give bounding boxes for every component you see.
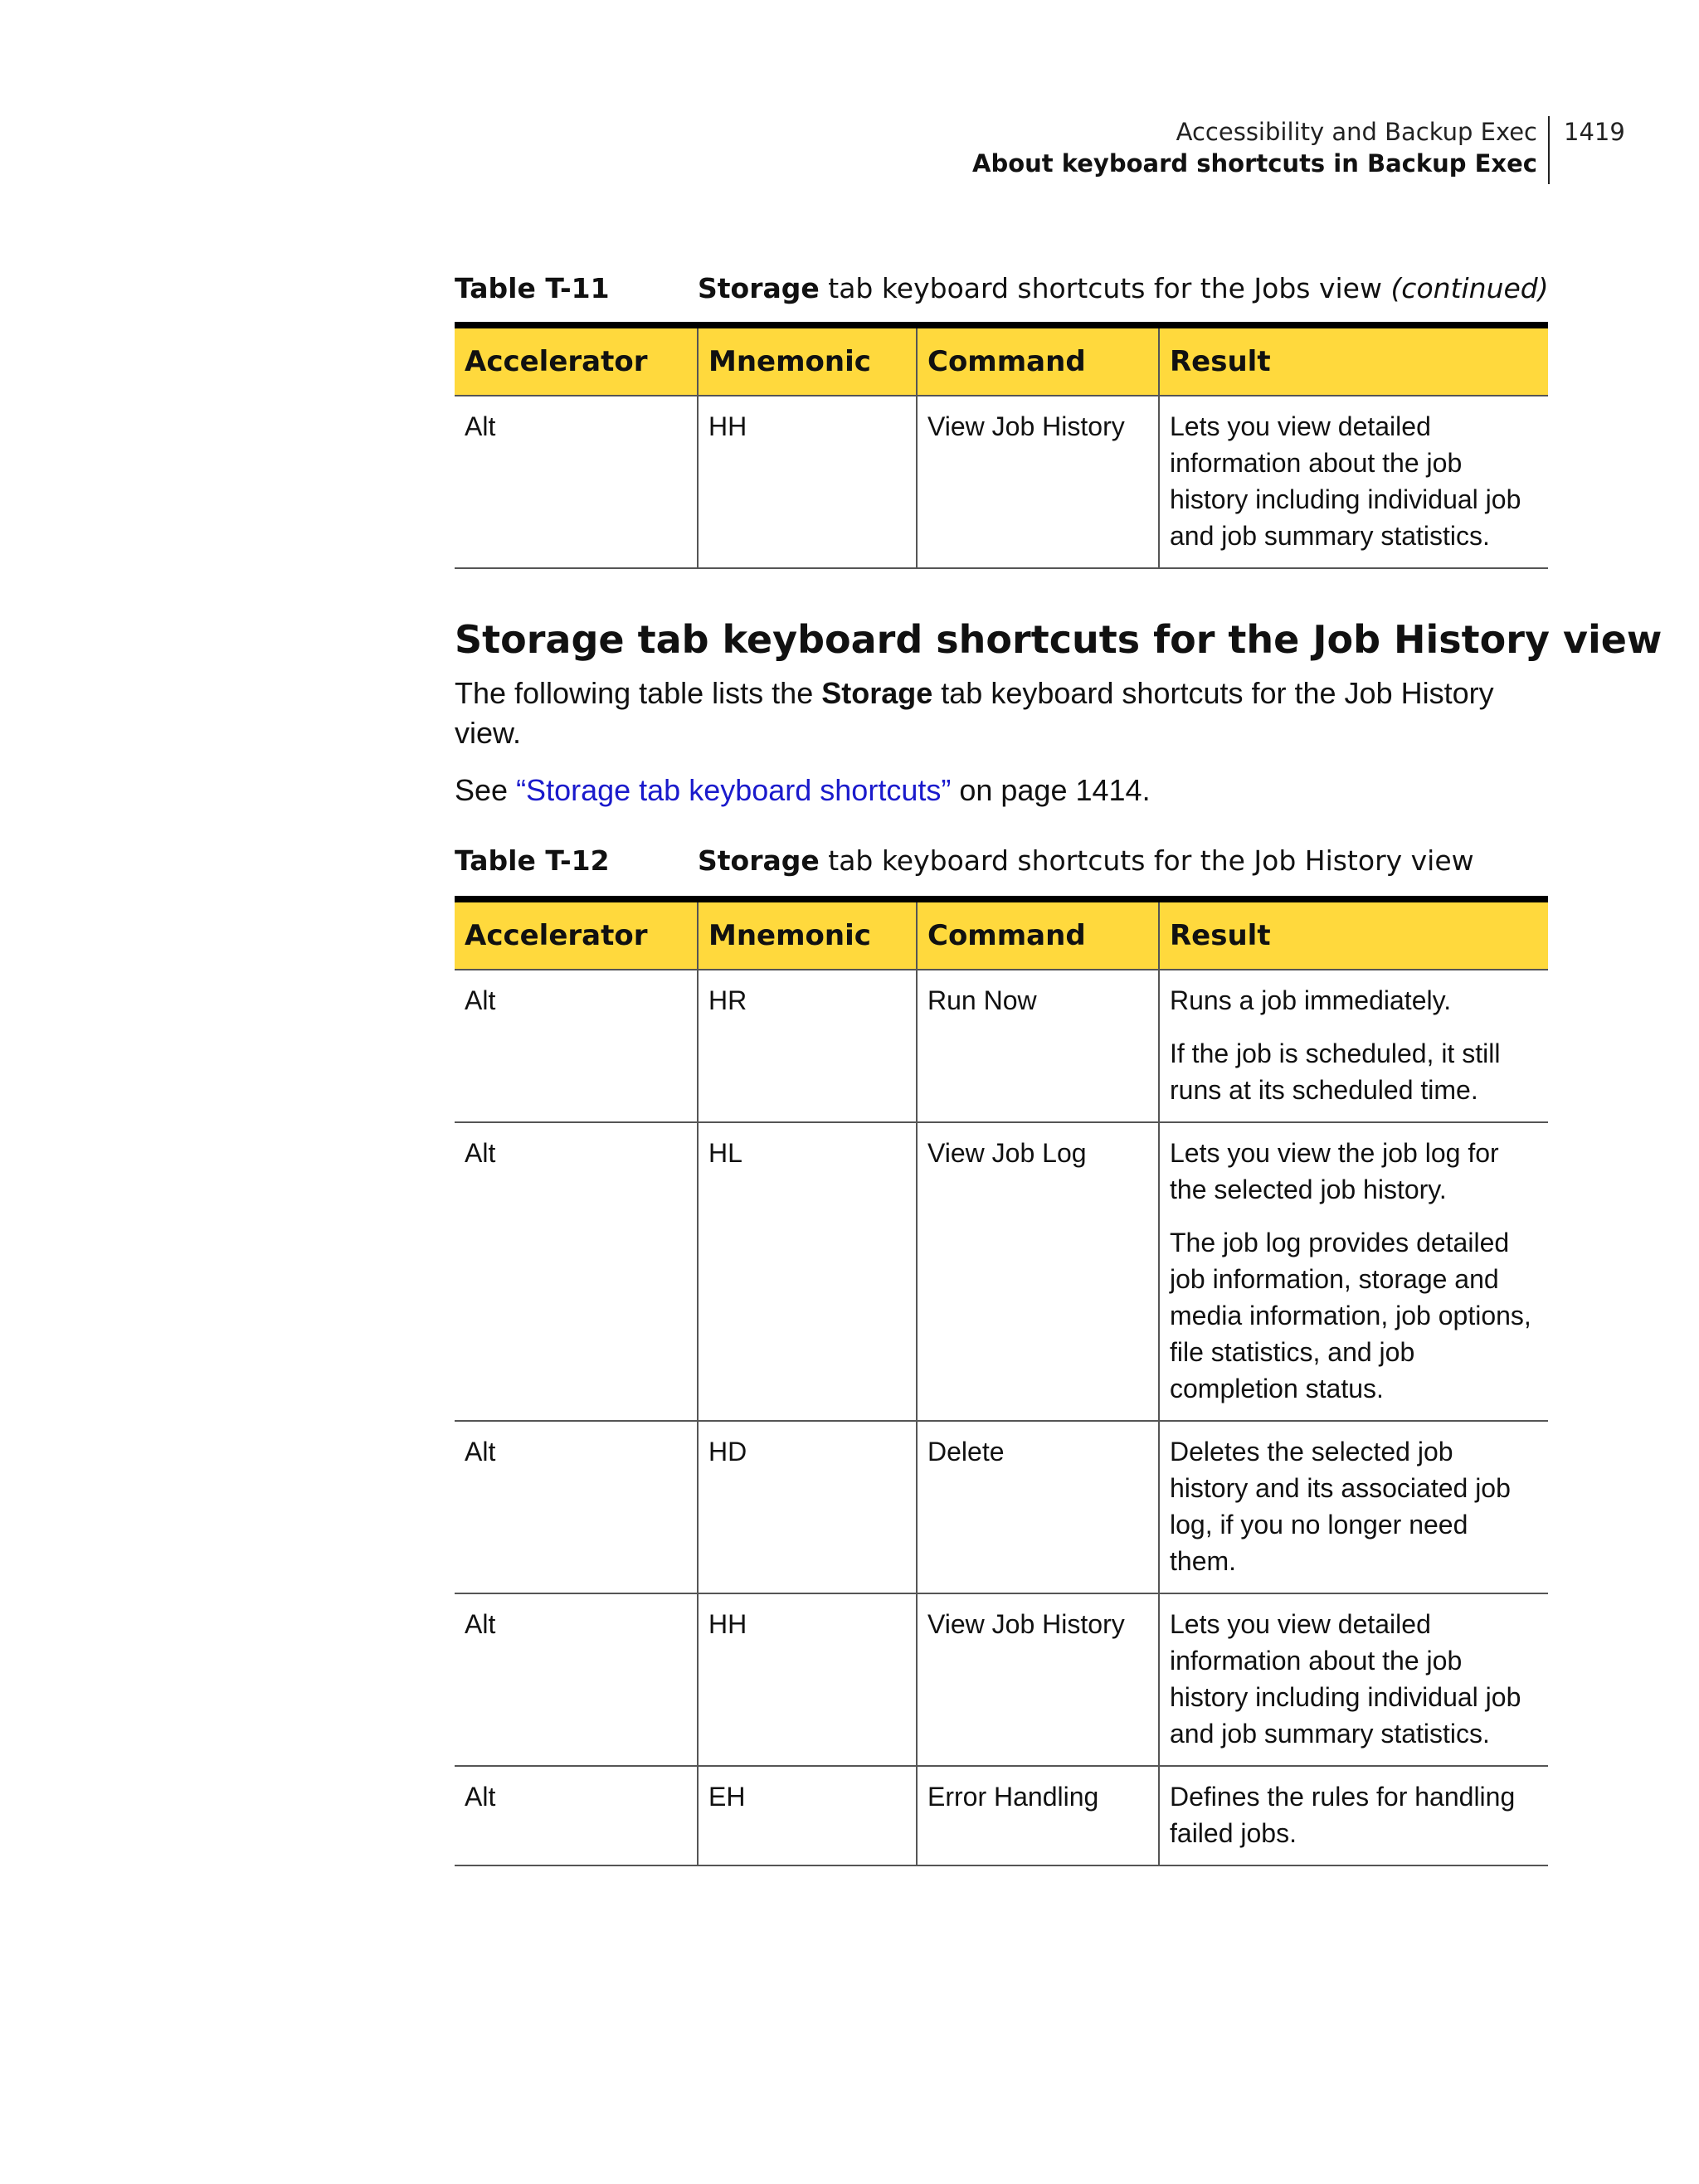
table-t11-title-continued: (continued) bbox=[1390, 272, 1549, 304]
cell-mnemonic: HH bbox=[698, 1593, 917, 1766]
table-t11 bbox=[455, 322, 1548, 569]
table-row bbox=[455, 970, 1548, 1122]
result-text: Runs a job immediately. bbox=[1170, 985, 1452, 1015]
cell-result bbox=[1159, 970, 1548, 1122]
cell-command: View Job History bbox=[917, 1593, 1159, 1766]
cell-command: Delete bbox=[917, 1421, 1159, 1593]
intro-text-after: tab keyboard shortcuts for the Job History view. bbox=[455, 676, 1494, 750]
cell-result bbox=[1159, 1421, 1548, 1593]
table-row bbox=[455, 1593, 1548, 1766]
cell-mnemonic: HH bbox=[698, 396, 917, 568]
page-number: 1419 bbox=[1564, 118, 1625, 146]
cell-accelerator: Alt bbox=[455, 970, 698, 1122]
result-text: Defines the rules for handling failed jobs. bbox=[1170, 1782, 1516, 1848]
section-heading: Storage tab keyboard shortcuts for the Job History view bbox=[455, 617, 1662, 662]
cell-command: Run Now bbox=[917, 970, 1159, 1122]
result-text: Lets you view the job log for the selected job history. bbox=[1170, 1138, 1499, 1204]
cell-command: Error Handling bbox=[917, 1766, 1159, 1865]
result-text: Lets you view detailed information about the job history including individual job and job summary statistics. bbox=[1170, 411, 1521, 551]
cell-mnemonic: HL bbox=[698, 1122, 917, 1421]
column-header-mnemonic: Mnemonic bbox=[698, 325, 917, 396]
table-t12 bbox=[455, 896, 1548, 1866]
table-row bbox=[455, 1766, 1548, 1865]
header-section-title: About keyboard shortcuts in Backup Exec bbox=[972, 149, 1537, 178]
cell-command: View Job Log bbox=[917, 1122, 1159, 1421]
header-text bbox=[972, 116, 1537, 179]
see-prefix: See bbox=[455, 773, 517, 807]
table-t11-title bbox=[698, 270, 1549, 307]
cell-mnemonic: HR bbox=[698, 970, 917, 1122]
header-chapter-title: Accessibility and Backup Exec bbox=[1176, 118, 1537, 146]
table-t11-label: Table T-11 bbox=[455, 272, 610, 304]
result-text: Deletes the selected job history and its associated job log, if you no longer need them. bbox=[1170, 1437, 1511, 1576]
header-divider bbox=[1548, 116, 1550, 184]
cell-result bbox=[1159, 396, 1548, 568]
result-text: The job log provides detailed job information, storage and media information, job options, file statistics, and job completion status. bbox=[1170, 1228, 1531, 1403]
cell-mnemonic: HD bbox=[698, 1421, 917, 1593]
intro-text-bold: Storage bbox=[821, 676, 933, 710]
intro-paragraph bbox=[455, 674, 1550, 753]
column-header-accelerator: Accelerator bbox=[455, 899, 698, 970]
cell-command: View Job History bbox=[917, 396, 1159, 568]
table-t12-title bbox=[698, 843, 1474, 879]
column-header-accelerator: Accelerator bbox=[455, 325, 698, 396]
table-row bbox=[455, 396, 1548, 568]
column-header-result: Result bbox=[1159, 325, 1548, 396]
intro-text-before: The following table lists the bbox=[455, 676, 822, 710]
table-header-row bbox=[455, 899, 1548, 970]
cell-mnemonic: EH bbox=[698, 1766, 917, 1865]
table-t12-title-bold: Storage bbox=[698, 844, 820, 877]
column-header-mnemonic: Mnemonic bbox=[698, 899, 917, 970]
table-row bbox=[455, 1122, 1548, 1421]
cell-accelerator: Alt bbox=[455, 1593, 698, 1766]
table-t11-title-text: tab keyboard shortcuts for the Jobs view bbox=[819, 272, 1391, 304]
running-header bbox=[0, 116, 1699, 182]
result-text: Lets you view detailed information about the job history including individual job and job summary statistics. bbox=[1170, 1609, 1521, 1749]
cell-accelerator: Alt bbox=[455, 1421, 698, 1593]
result-text: If the job is scheduled, it still runs at its scheduled time. bbox=[1170, 1038, 1501, 1105]
cell-result bbox=[1159, 1766, 1548, 1865]
column-header-result: Result bbox=[1159, 899, 1548, 970]
column-header-command: Command bbox=[917, 325, 1159, 396]
cell-result bbox=[1159, 1593, 1548, 1766]
cell-accelerator: Alt bbox=[455, 1766, 698, 1865]
see-suffix: on page 1414. bbox=[951, 773, 1151, 807]
cell-result bbox=[1159, 1122, 1548, 1421]
cross-reference-link[interactable]: “Storage tab keyboard shortcuts” bbox=[516, 773, 952, 807]
table-t11-title-bold: Storage bbox=[698, 272, 820, 304]
column-header-command: Command bbox=[917, 899, 1159, 970]
see-also-paragraph bbox=[455, 771, 1550, 810]
table-row bbox=[455, 1421, 1548, 1593]
table-header-row bbox=[455, 325, 1548, 396]
cell-accelerator: Alt bbox=[455, 1122, 698, 1421]
cell-accelerator: Alt bbox=[455, 396, 698, 568]
table-t12-title-text: tab keyboard shortcuts for the Job History view bbox=[819, 844, 1474, 877]
table-t12-label: Table T-12 bbox=[455, 844, 610, 877]
